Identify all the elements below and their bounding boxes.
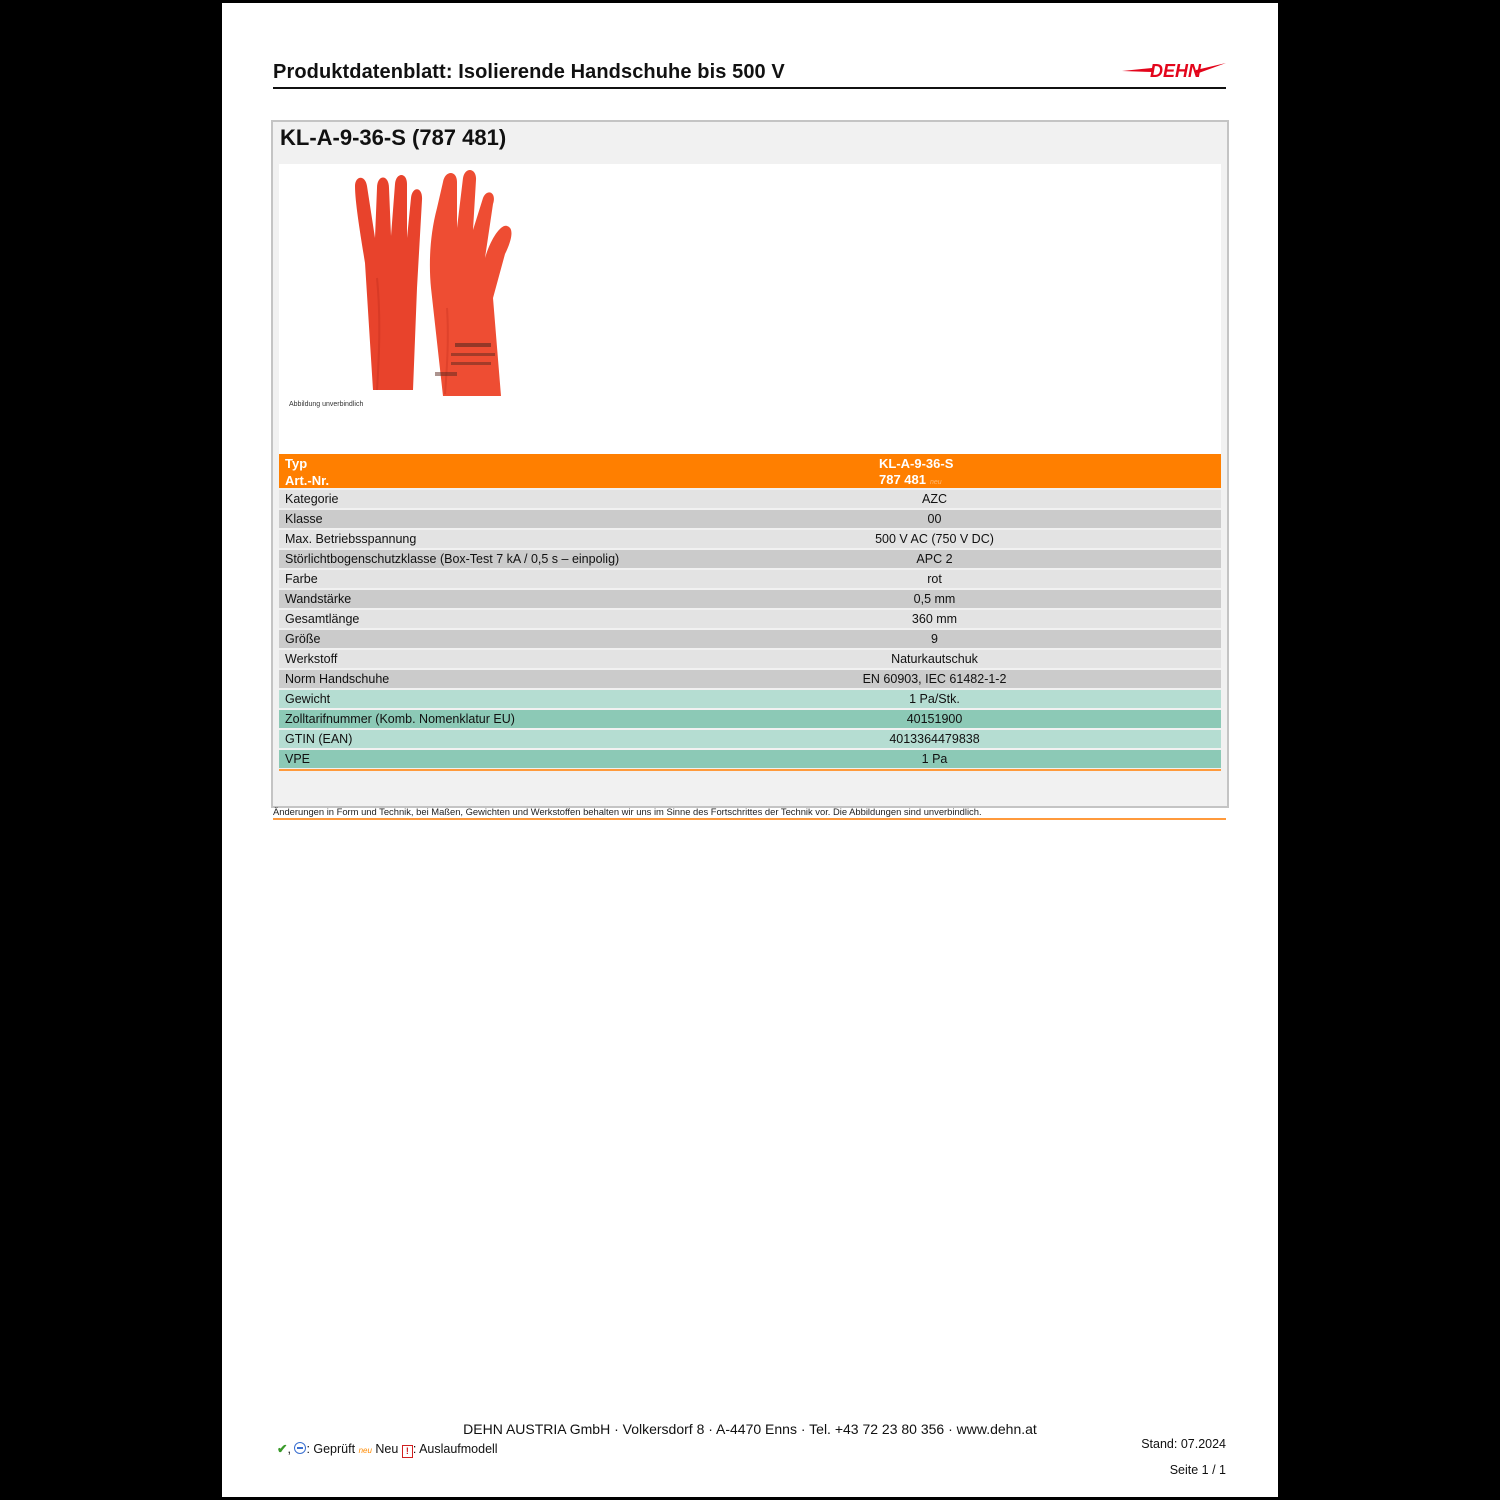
table-row [279, 750, 1221, 768]
table-row [279, 670, 1221, 688]
table-row [279, 610, 1221, 628]
row-label: Max. Betriebsspannung [285, 532, 417, 546]
disclaimer-text: Änderungen in Form und Technik, bei Maßen, Gewichten und Werkstoffen behalten wir uns im Sinne des Fortschrittes der Technik vor. Die Abbildungen sind unverbindlich. [273, 806, 982, 817]
row-value: 4013364479838 [889, 732, 980, 746]
row-value: 1 Pa [921, 752, 948, 766]
table-bottom-rule [279, 769, 1221, 771]
page-number: Seite 1 / 1 [1169, 1463, 1226, 1477]
table-row [279, 730, 1221, 748]
artnr-label: Art.-Nr. [285, 473, 330, 488]
row-value: 1 Pa/Stk. [909, 692, 960, 706]
table-row [279, 510, 1221, 528]
legend: ✔, : Geprüft neu Neu ! : Auslaufmodell [277, 1442, 498, 1456]
row-value: 0,5 mm [913, 592, 956, 606]
stand-date: Stand: 07.2024 [1141, 1437, 1226, 1451]
artnr-value: 787 481 [879, 472, 926, 487]
table-row [279, 570, 1221, 588]
row-label: Kategorie [285, 492, 339, 506]
image-caption: Abbildung unverbindlich [289, 401, 364, 408]
typ-label: Typ [285, 456, 308, 471]
row-value: 360 mm [911, 612, 958, 626]
table-row [279, 690, 1221, 708]
row-label: Störlichtbogenschutzklasse (Box-Test 7 kA / 0,5 s – einpolig) [285, 552, 620, 566]
table-row [279, 550, 1221, 568]
page-title: Produktdatenblatt: Isolierende Handschuhe bis 500 V [273, 61, 785, 83]
row-value: 500 V AC (750 V DC) [875, 532, 994, 546]
spec-table [279, 454, 1221, 771]
legend-discontinued: : Auslaufmodell [412, 1442, 498, 1456]
typ-value: KL-A-9-36-S [879, 456, 954, 471]
legend-checked: : Geprüft [306, 1442, 356, 1456]
row-label: Norm Handschuhe [285, 672, 390, 686]
glove-product-image [351, 168, 526, 398]
table-row [279, 650, 1221, 668]
product-title: KL-A-9-36-S (787 481) [280, 125, 507, 150]
check-icon: ✔ [277, 1442, 288, 1456]
dehn-logo [1122, 55, 1226, 85]
row-label: Zolltarifnummer (Komb. Nomenklatur EU) [285, 712, 515, 726]
row-label: Wandstärke [285, 592, 352, 606]
legend-neu: Neu [371, 1442, 399, 1456]
table-row [279, 530, 1221, 548]
minus-circle-icon [294, 1442, 306, 1454]
row-label: Gesamtlänge [285, 612, 360, 626]
table-row [279, 490, 1221, 508]
row-value: 40151900 [906, 712, 963, 726]
row-value: Naturkautschuk [891, 652, 978, 666]
table-row [279, 630, 1221, 648]
row-value: EN 60903, IEC 61482-1-2 [862, 672, 1007, 686]
image-panel [279, 164, 1221, 454]
neu-icon: neu [358, 1446, 372, 1455]
row-label: VPE [285, 752, 311, 766]
table-row [279, 710, 1221, 728]
company-info: DEHN AUSTRIA GmbH · Volkersdorf 8 · A-4470 Enns · Tel. +43 72 23 80 356 · www.dehn.at [463, 1421, 1037, 1437]
row-label: Klasse [285, 512, 323, 526]
row-value: 9 [931, 632, 938, 646]
row-value: rot [927, 572, 942, 586]
disclaimer-divider [273, 818, 1226, 820]
table-row [279, 590, 1221, 608]
row-label: Werkstoff [285, 652, 338, 666]
row-label: Farbe [285, 572, 318, 586]
neu-badge: neu [930, 479, 942, 486]
table-header-row [279, 454, 1221, 488]
row-label: Größe [285, 632, 321, 646]
row-value: APC 2 [916, 552, 953, 566]
row-label: Gewicht [285, 692, 331, 706]
row-label: GTIN (EAN) [285, 732, 353, 746]
artnr-value-wrap [879, 472, 942, 487]
discontinued-icon: ! [402, 1445, 413, 1458]
row-value: AZC [922, 492, 947, 506]
svg-text:DEHN: DEHN [1150, 61, 1202, 81]
product-box [271, 120, 1229, 808]
header-divider [273, 87, 1226, 89]
datasheet-page [222, 3, 1278, 1497]
row-value: 00 [927, 512, 942, 526]
